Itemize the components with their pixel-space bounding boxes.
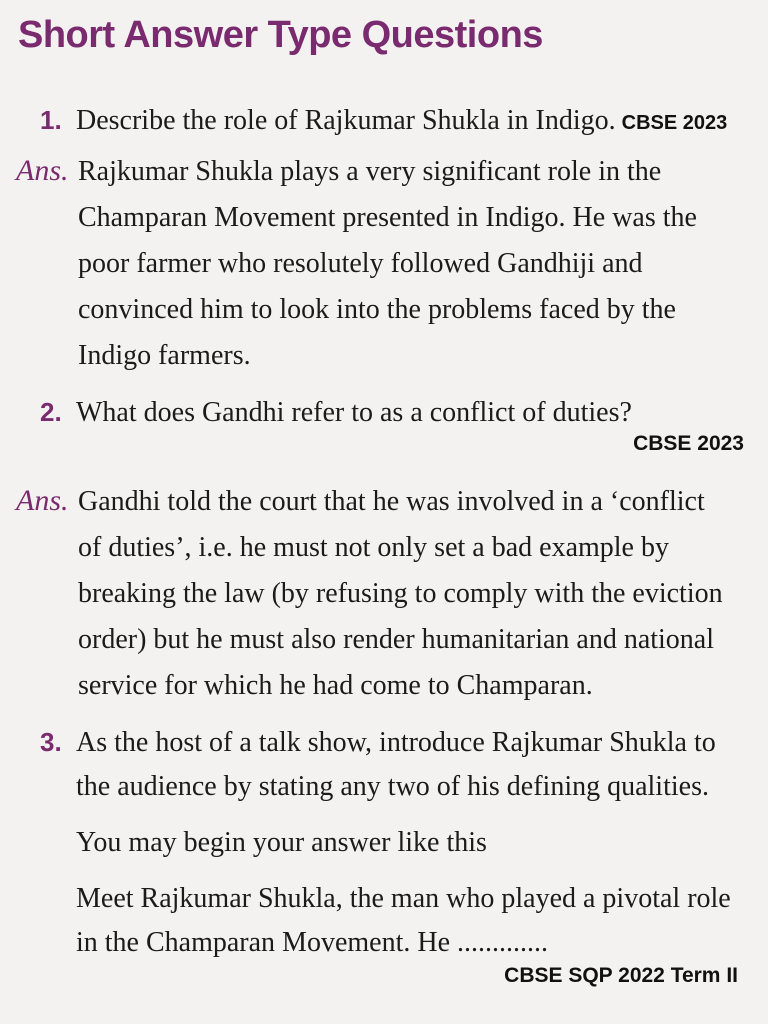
answer-label: Ans. <box>16 484 69 517</box>
answer-label: Ans. <box>16 154 69 187</box>
question-text: Describe the role of Rajkumar Shukla in Indigo. <box>76 105 616 136</box>
question-source: CBSE 2023 <box>633 432 744 455</box>
starter-line: in the Champaran Movement. He ............. <box>76 927 549 958</box>
answer-line: service for which he had come to Champaran. <box>78 670 593 701</box>
question-number: 1. <box>40 105 62 135</box>
question-1 <box>40 98 760 145</box>
question-text: What does Gandhi refer to as a conflict of duties? <box>76 397 632 428</box>
question-number: 2. <box>40 397 62 427</box>
answer-line: Rajkumar Shukla plays a very significant role in the <box>78 156 662 187</box>
question-source: CBSE SQP 2022 Term II <box>504 964 738 987</box>
answer-line: poor farmer who resolutely followed Gandhiji and <box>78 248 643 279</box>
answer-line: convinced him to look into the problems faced by the <box>78 294 676 325</box>
question-text: As the host of a talk show, introduce Rajkumar Shukla to <box>76 727 716 758</box>
answer-1 <box>16 148 746 379</box>
answer-line: breaking the law (by refusing to comply with the eviction <box>78 578 723 609</box>
answer-line: of duties’, i.e. he must not only set a bad example by <box>78 532 669 563</box>
starter-line: Meet Rajkumar Shukla, the man who played a pivotal role <box>76 883 731 914</box>
question-source: CBSE 2023 <box>621 112 728 134</box>
section-title: Short Answer Type Questions <box>18 14 543 56</box>
question-2 <box>40 390 760 435</box>
question-number: 3. <box>40 727 62 757</box>
answer-line: Indigo farmers. <box>78 340 251 371</box>
answer-line: order) but he must also render humanitarian and national <box>78 624 715 655</box>
answer-line: Gandhi told the court that he was involved in a ‘conflict <box>78 486 705 517</box>
hint-text: You may begin your answer like this <box>76 827 487 858</box>
answer-2 <box>16 478 746 709</box>
question-3 <box>40 720 760 965</box>
answer-line: Champaran Movement presented in Indigo. He was the <box>78 202 697 233</box>
question-text: the audience by stating any two of his defining qualities. <box>76 771 709 802</box>
